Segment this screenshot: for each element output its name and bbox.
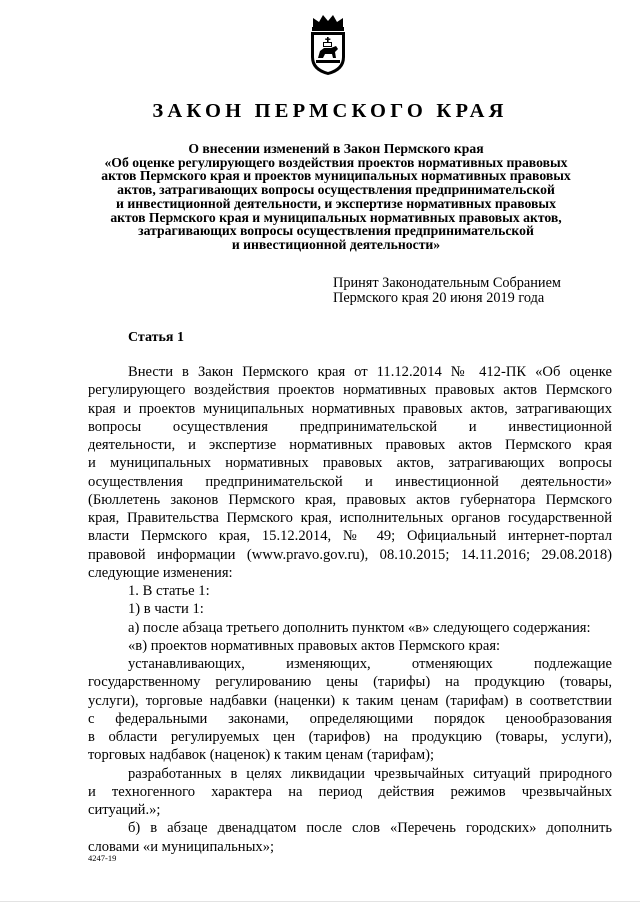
body-line: в области регулируемых цен (тарифов) на продукцию (товары, услуги), [88,729,612,745]
body-line: и техногенного характера на период действия режимов чрезвычайных [88,783,612,800]
subject-line: О внесении изменений в Закон Пермского края [188,141,484,156]
body-line: вопросы осуществления предпринимательской и инвестиционной [88,418,612,435]
body-line: правовой информации (www.pravo.gov.ru), 08.10.2015; 14.11.2016; 29.08.2018) [88,546,612,563]
document-code: 4247-19 [88,853,117,863]
adoption-line: Пермского края 20 июня 2019 года [333,290,545,306]
body-line: регулирующего воздействия проектов нормативных правовых актов Пермского [88,382,612,399]
subject-line: и инвестиционной деятельности, и экспертизе нормативных правовых [116,195,556,211]
body-line: осуществления предпринимательской и инвестиционной деятельности» [88,473,612,490]
subject-line: актов Пермского края и проектов муниципальных нормативных правовых [101,168,571,184]
body-line: государственному регулированию цены (тарифы) на продукцию (товары, [88,674,612,691]
perm-krai-coat-of-arms-icon [305,13,351,77]
body-line: «в) проектов нормативных правовых актов Пермского края: [128,637,501,654]
subject-line: затрагивающих вопросы осуществления предпринимательской [138,223,534,239]
body-line: края, Правительства Пермского края, исполнительных органов государственной [88,510,612,526]
body-line: и муниципальных нормативных правовых актов, затрагивающих вопросы [88,455,612,472]
law-title: ЗАКОН ПЕРМСКОГО КРАЯ [152,100,508,122]
body-line: устанавливающих, изменяющих, отменяющих подлежащие [128,656,612,672]
subject-line: актов Пермского края и муниципальных нормативных правовых актов, [110,209,562,225]
body-line: ситуаций.»; [88,802,161,818]
body-line: (Бюллетень законов Пермского края, правовых актов губернатора Пермского [88,491,612,508]
subject-line: актов, затрагивающих вопросы осуществления предпринимательской [117,182,555,198]
body-line: а) после абзаца третьего дополнить пунктом «в» следующего содержания: [128,619,591,636]
page-edge-divider [0,901,640,902]
article-heading: Статья 1 [128,330,184,345]
body-line: следующие изменения: [88,564,233,581]
adoption-note [333,276,561,306]
body-line: Внести в Закон Пермского края от 11.12.2014 № 412-ПК «Об оценке [128,364,612,380]
adoption-line: Принят Законодательным Собранием [333,275,561,291]
body-line: власти Пермского края, 15.12.2014, № 49; Официальный интернет-портал [88,528,612,545]
body-line: услуги), торговые надбавки (наценки) к таким ценам (тарифам) в соответствии [88,692,612,709]
body-line: б) в абзаце двенадцатом после слов «Перечень городских» дополнить [128,820,612,837]
body-line: 1. В статье 1: [128,583,210,599]
subject-line: и инвестиционной деятельности» [231,236,441,252]
body-line: словами «и муниципальных»; [88,838,275,855]
body-line: края и проектов муниципальных нормативных правовых актов, затрагивающих [88,400,612,417]
body-line: 1) в части 1: [128,601,204,618]
body-line: деятельности, и экспертизе нормативных правовых актов Пермского края [88,437,612,453]
body-line: разработанных в целях ликвидации чрезвычайных ситуаций природного [128,765,612,782]
body-line: торговых надбавок (наценок) к таким ценам (тарифам); [88,747,435,764]
body-line: с федеральными законами, определяющими порядок ценообразования [88,710,612,727]
law-subject [96,142,576,252]
subject-line: «Об оценке регулирующего воздействия проектов нормативных правовых [104,154,568,170]
article-body [88,363,612,856]
